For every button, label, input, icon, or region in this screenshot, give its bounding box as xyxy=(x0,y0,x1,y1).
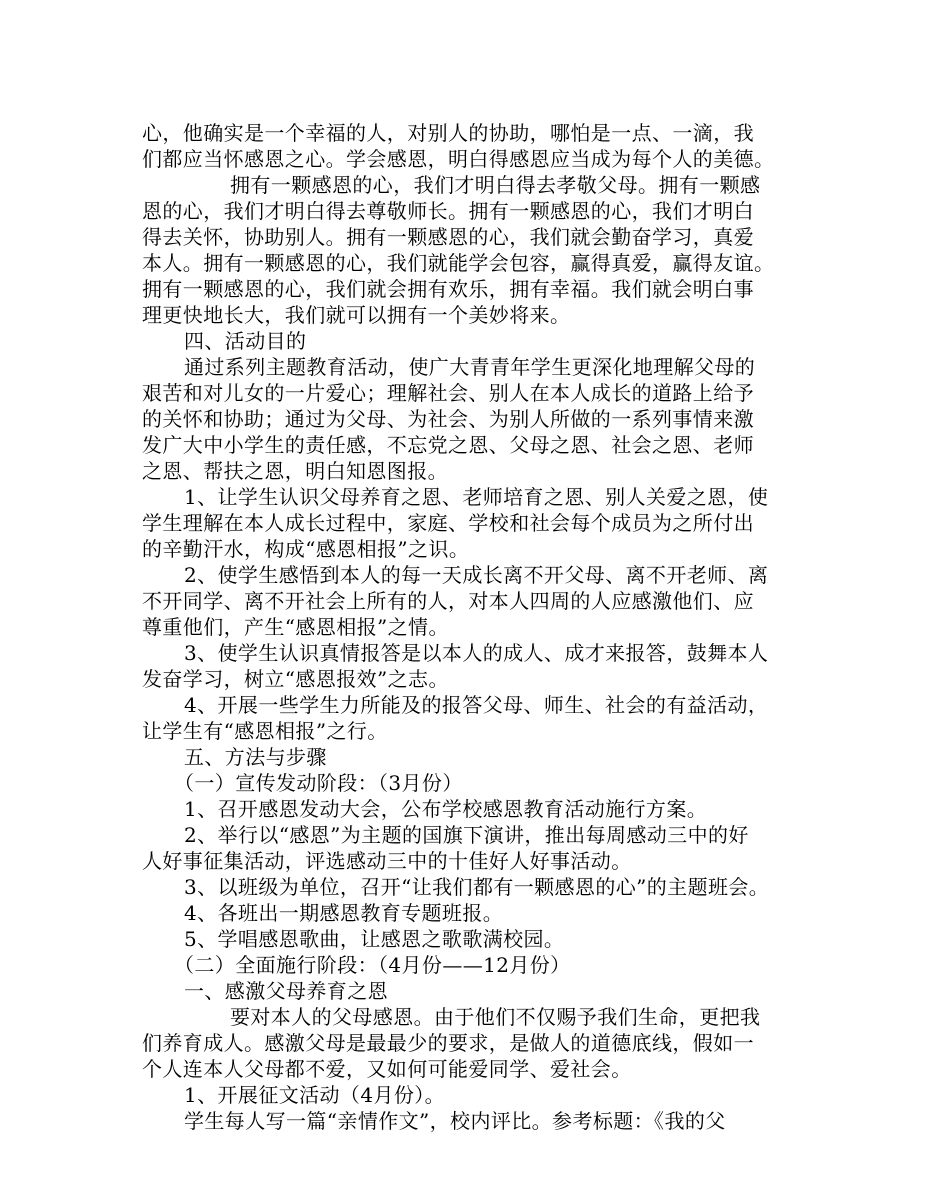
text-line: 学生理解在本人成长过程中，家庭、学校和社会每个成员为之所付出 xyxy=(142,511,754,535)
text-line: 五、方法与步骤 xyxy=(184,745,327,769)
text-line: 2、举行以“感恩”为主题的国旗下演讲，推出每周感动三中的好 xyxy=(184,823,749,847)
text-line: 学生每人写一篇“亲情作文”，校内评比。参考标题：《我的父 xyxy=(184,1109,726,1133)
text-line: 人好事征集活动，评选感动三中的十佳好人好事活动。 xyxy=(142,849,632,873)
text-line: 4、各班出一期感恩教育专题班报。 xyxy=(184,901,504,925)
text-line: 本人。拥有一颗感恩的心，我们就能学会包容，赢得真爱，赢得友谊。 xyxy=(142,251,775,275)
text-line: 艰苦和对儿女的一片爱心；理解社会、别人在本人成长的道路上给予 xyxy=(142,381,754,405)
text-line: 拥有一颗感恩的心，我们就会拥有欢乐，拥有幸福。我们就会明白事 xyxy=(142,277,754,301)
text-line: 1、让学生认识父母养育之恩、老师培育之恩、别人关爱之恩，使 xyxy=(184,485,769,509)
text-line: 理更快地长大，我们就可以拥有一个美妙将来。 xyxy=(142,303,571,327)
text-line: 的辛勤汗水，构成“感恩相报”之识。 xyxy=(142,537,470,561)
text-line: 3、以班级为单位，召开“让我们都有一颗感恩的心”的主题班会。 xyxy=(184,875,770,899)
text-line: 的关怀和协助；通过为父母、为社会、为别人所做的一系列事情来激 xyxy=(142,407,754,431)
text-line: 要对本人的父母感恩。由于他们不仅赐予我们生命，更把我 xyxy=(230,1005,761,1029)
text-line: 通过系列主题教育活动，使广大青青年学生更深化地理解父母的 xyxy=(184,355,756,379)
text-line: 不开同学、离不开社会上所有的人，对本人四周的人应感激他们、应 xyxy=(142,589,754,613)
text-line: 恩的心，我们才明白得去尊敬师长。拥有一颗感恩的心，我们才明白 xyxy=(142,199,754,223)
document-page xyxy=(142,120,814,1134)
text-line: 2、使学生感悟到本人的每一天成长离不开父母、离不开老师、离 xyxy=(184,563,769,587)
text-line: （一）宣传发动阶段：（3月份） xyxy=(174,771,463,795)
text-line: 得去关怀，协助别人。拥有一颗感恩的心，我们就会勤奋学习，真爱 xyxy=(142,225,754,249)
text-line: 5、学唱感恩歌曲，让感恩之歌歌满校园。 xyxy=(184,927,565,951)
text-line: 们都应当怀感恩之心。学会感恩，明白得感恩应当成为每个人的美德。 xyxy=(142,147,775,171)
text-line: 拥有一颗感恩的心，我们才明白得去孝敬父母。拥有一颗感 xyxy=(230,173,761,197)
text-line: 之恩、帮扶之恩，明白知恩图报。 xyxy=(142,459,448,483)
text-line: 尊重他们，产生“感恩相报”之情。 xyxy=(142,615,449,639)
text-line: 让学生有“感恩相报”之行。 xyxy=(142,719,388,743)
text-line: 1、召开感恩发动大会，公布学校感恩教育活动施行方案。 xyxy=(184,797,708,821)
text-line: 发广大中小学生的责任感，不忘党之恩、父母之恩、社会之恩、老师 xyxy=(142,433,754,457)
text-line: 个人连本人父母都不爱，又如何可能爱同学、爱社会。 xyxy=(142,1057,632,1081)
text-line: 3、使学生认识真情报答是以本人的成人、成才来报答，鼓舞本人 xyxy=(184,641,769,665)
text-line: 四、活动目的 xyxy=(184,329,307,353)
text-line: 们养育成人。感激父母是最最少的要求，是做人的道德底线，假如一 xyxy=(142,1031,754,1055)
text-line: 1、开展征文活动（4月份）。 xyxy=(184,1083,446,1107)
text-line: （二）全面施行阶段：（4月份——12月份） xyxy=(174,953,571,977)
text-line: 心，他确实是一个幸福的人，对别人的协助，哪怕是一点、一滴，我 xyxy=(142,121,754,145)
text-line: 发奋学习，树立“感恩报效”之志。 xyxy=(142,667,449,691)
text-line: 一、感激父母养育之恩 xyxy=(184,979,388,1003)
text-line: 4、开展一些学生力所能及的报答父母、师生、社会的有益活动， xyxy=(184,693,769,717)
